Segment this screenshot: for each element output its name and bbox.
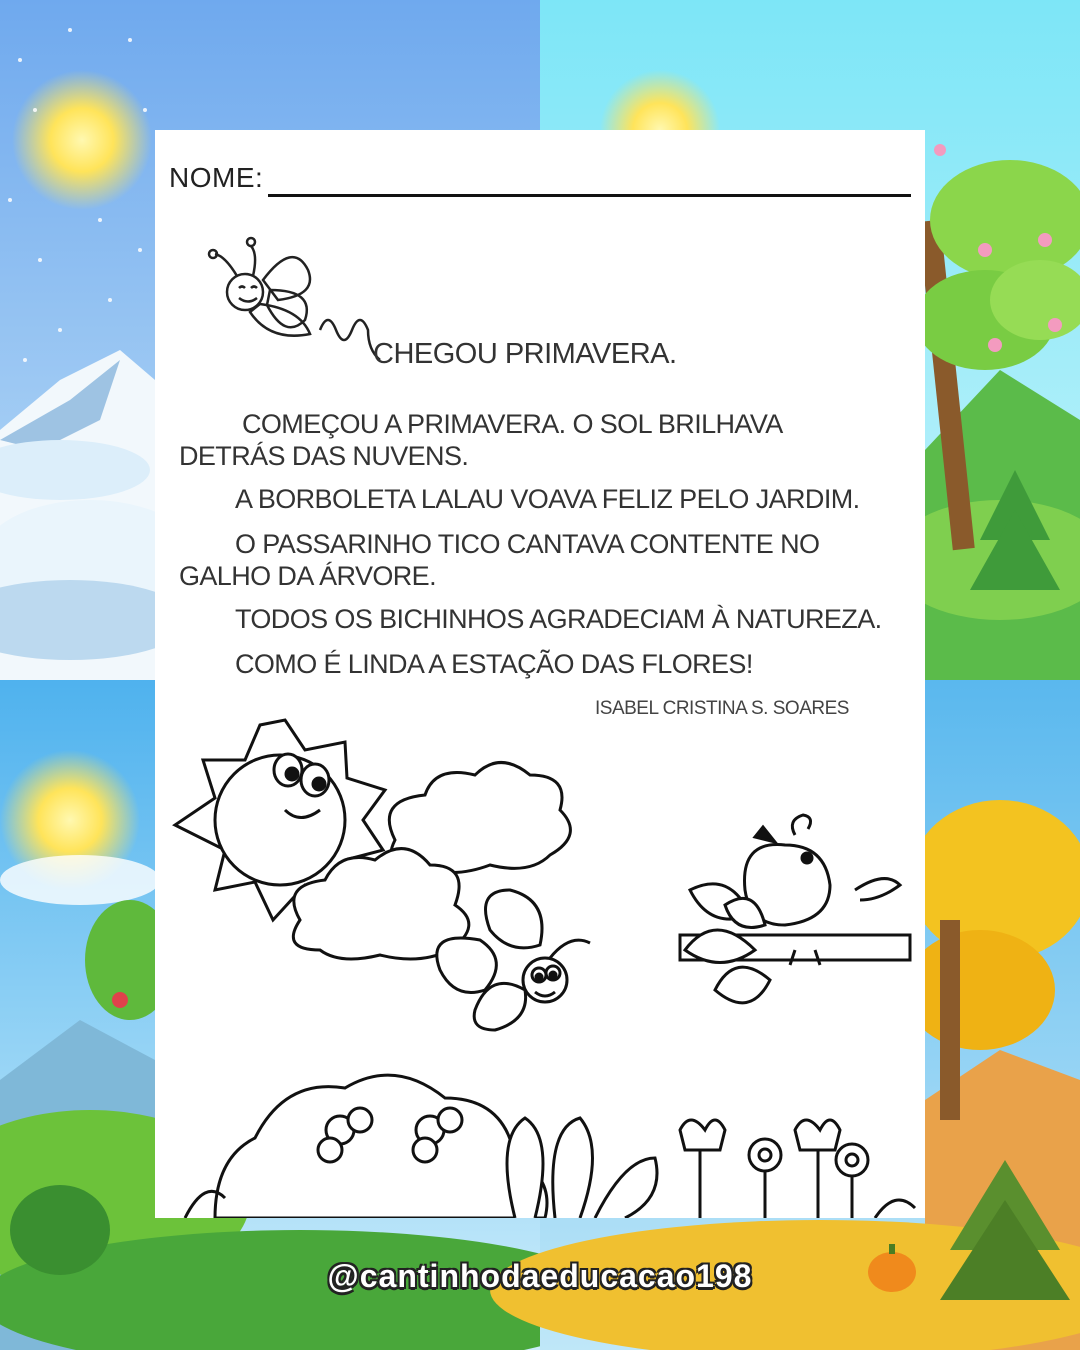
text-line: COMO É LINDA A ESTAÇÃO DAS FLORES! — [235, 649, 753, 679]
social-handle: @cantinhodaeducacao198 — [327, 1258, 753, 1294]
name-label: NOME: — [169, 162, 264, 193]
text-line: TODOS OS BICHINHOS AGRADECIAM À NATUREZA. — [235, 604, 882, 634]
worksheet-title: CHEGOU PRIMAVERA. — [373, 338, 677, 370]
text-line: O PASSARINHO TICO CANTAVA CONTENTE NO — [235, 529, 820, 559]
title-butterfly-icon — [209, 238, 380, 360]
flowers-icon — [185, 1075, 915, 1218]
winter-sun-icon — [12, 70, 152, 210]
text-line: DETRÁS DAS NUVENS. — [179, 441, 469, 471]
text-line: GALHO DA ÁRVORE. — [179, 561, 436, 591]
worksheet-page — [155, 130, 925, 1218]
text-line: COMEÇOU A PRIMAVERA. O SOL BRILHAVA — [242, 409, 783, 439]
text-line: A BORBOLETA LALAU VOAVA FELIZ PELO JARDIM. — [235, 484, 860, 514]
author-credit: ISABEL CRISTINA S. SOARES — [595, 698, 849, 719]
